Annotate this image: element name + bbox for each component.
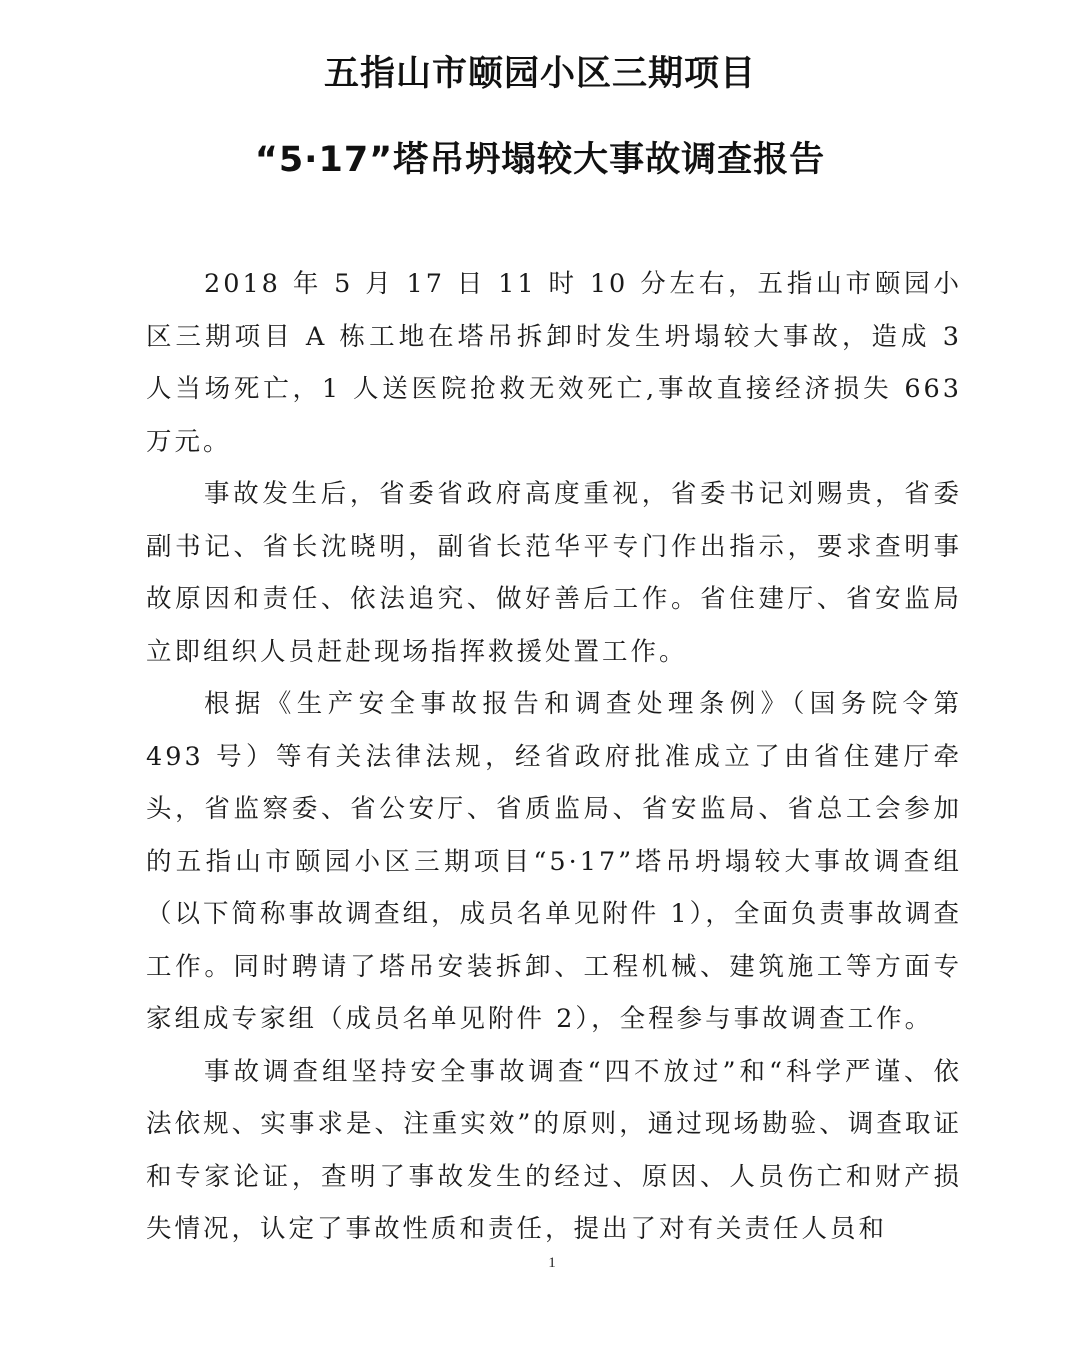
document-title-line-2: “5·17”塔吊坍塌较大事故调查报告 [254,140,826,180]
paragraph-incident-summary: 2018 年 5 月 17 日 11 时 10 分左右，五指山市颐园小区三期项目 A 栋工地在塔吊拆卸时发生坍塌较大事故，造成 3 人当场死亡，1 人送医院抢救无效死亡,事故直接经济损失 663 万元。 [146,269,962,457]
document-body [146,258,962,1256]
paragraph-investigation-team: 根据《生产安全事故报告和调查处理条例》（国务院令第 493 号）等有关法律法规，经省政府批准成立了由省住建厅牵头，省监察委、省公安厅、省质监局、省安监局、省总工会参加的五指山市颐园小区三期项目“5·17”塔吊坍塌较大事故调查组（以下简称事故调查组，成员名单见附件 1），全面负责事故调查工作。同时聘请了塔吊安装拆卸、工程机械、建筑施工等方面专家组成专家组（成员名单见附件 2），全程参与事故调查工作。 [146,689,962,1034]
paragraph-investigation-principles: 事故调查组坚持安全事故调查“四不放过”和“科学严谨、依法依规、实事求是、注重实效”的原则，通过现场勘验、调查取证和专家论证，查明了事故发生的经过、原因、人员伤亡和财产损失情况，认定了事故性质和责任，提出了对有关责任人员和 [146,1056,962,1244]
document-title-line-1: 五指山市颐园小区三期项目 [323,54,756,94]
paragraph-government-response: 事故发生后，省委省政府高度重视，省委书记刘赐贵，省委副书记、省长沈晓明，副省长范华平专门作出指示，要求查明事故原因和责任、依法追究、做好善后工作。省住建厅、省安监局立即组织人员赶赴现场指挥救援处置工作。 [146,479,962,667]
page-number: 1 [548,1255,556,1271]
